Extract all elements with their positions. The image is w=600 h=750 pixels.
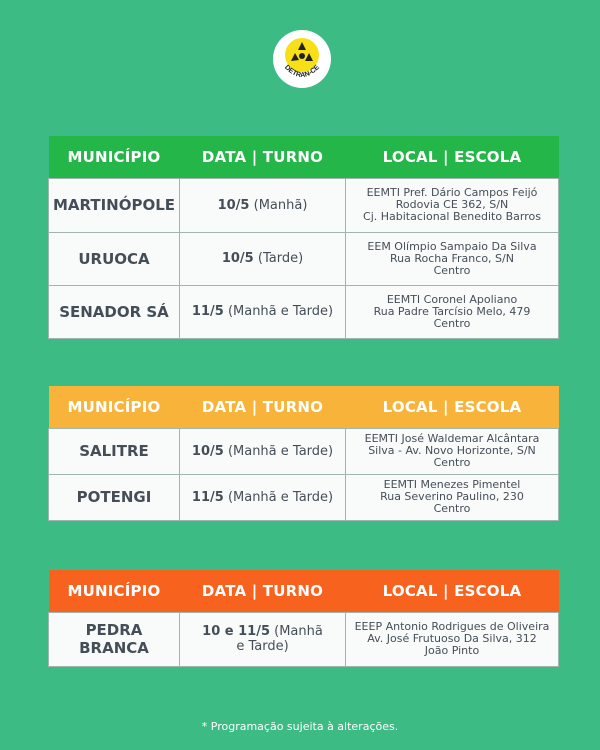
header-municipio: MUNICÍPIO: [49, 570, 180, 612]
local-cell: EEM Olímpio Sampaio Da Silva Rua Rocha Franco, S/N Centro: [346, 232, 559, 285]
table-row: [49, 428, 559, 474]
data-turno-cell: 11/5 (Manhã e Tarde): [180, 285, 346, 338]
municipio-cell: URUOCA: [49, 232, 180, 285]
detran-ce-emblem-icon: [273, 30, 331, 88]
table-row: [49, 285, 559, 338]
data-turno-cell: 10/5 (Manhã): [180, 178, 346, 232]
header-data-turno: DATA | TURNO: [180, 386, 346, 428]
table-header-row: [49, 386, 559, 428]
municipio-cell: PEDRA BRANCA: [49, 612, 180, 666]
data-turno-cell: 10/5 (Manhã e Tarde): [180, 428, 346, 474]
header-data-turno: DATA | TURNO: [180, 570, 346, 612]
data-turno-cell: 10/5 (Tarde): [180, 232, 346, 285]
table-row: [49, 474, 559, 520]
header-municipio: MUNICÍPIO: [49, 136, 180, 178]
header-local-escola: LOCAL | ESCOLA: [346, 386, 559, 428]
municipio-cell: POTENGI: [49, 474, 180, 520]
data-turno-cell: 11/5 (Manhã e Tarde): [180, 474, 346, 520]
table-header-row: [49, 570, 559, 612]
local-cell: EEMTI José Waldemar Alcântara Silva - Av. Novo Horizonte, S/N Centro: [346, 428, 559, 474]
detran-ce-logo: [273, 30, 331, 88]
municipio-cell: MARTINÓPOLE: [49, 178, 180, 232]
data-turno-cell: 10 e 11/5 (Manhã e Tarde): [180, 612, 346, 666]
table-row: [49, 612, 559, 666]
schedule-table-1: [48, 136, 559, 339]
local-cell: EEMTI Coronel Apoliano Rua Padre Tarcísio Melo, 479 Centro: [346, 285, 559, 338]
local-cell: EEMTI Menezes Pimentel Rua Severino Paulino, 230 Centro: [346, 474, 559, 520]
header-data-turno: DATA | TURNO: [180, 136, 346, 178]
header-municipio: MUNICÍPIO: [49, 386, 180, 428]
schedule-table-3: [48, 570, 559, 667]
local-cell: EEMTI Pref. Dário Campos Feijó Rodovia CE 362, S/N Cj. Habitacional Benedito Barros: [346, 178, 559, 232]
local-cell: EEEP Antonio Rodrigues de Oliveira Av. José Frutuoso Da Silva, 312 João Pinto: [346, 612, 559, 666]
table-row: [49, 178, 559, 232]
svg-text:DETRAN-CE: DETRAN-CE: [282, 63, 322, 80]
schedule-table-2: [48, 386, 559, 521]
footer-note: * Programação sujeita à alterações.: [201, 720, 399, 733]
header-local-escola: LOCAL | ESCOLA: [346, 570, 559, 612]
municipio-cell: SALITRE: [49, 428, 180, 474]
table-row: [49, 232, 559, 285]
header-local-escola: LOCAL | ESCOLA: [346, 136, 559, 178]
municipio-cell: SENADOR SÁ: [49, 285, 180, 338]
table-header-row: [49, 136, 559, 178]
